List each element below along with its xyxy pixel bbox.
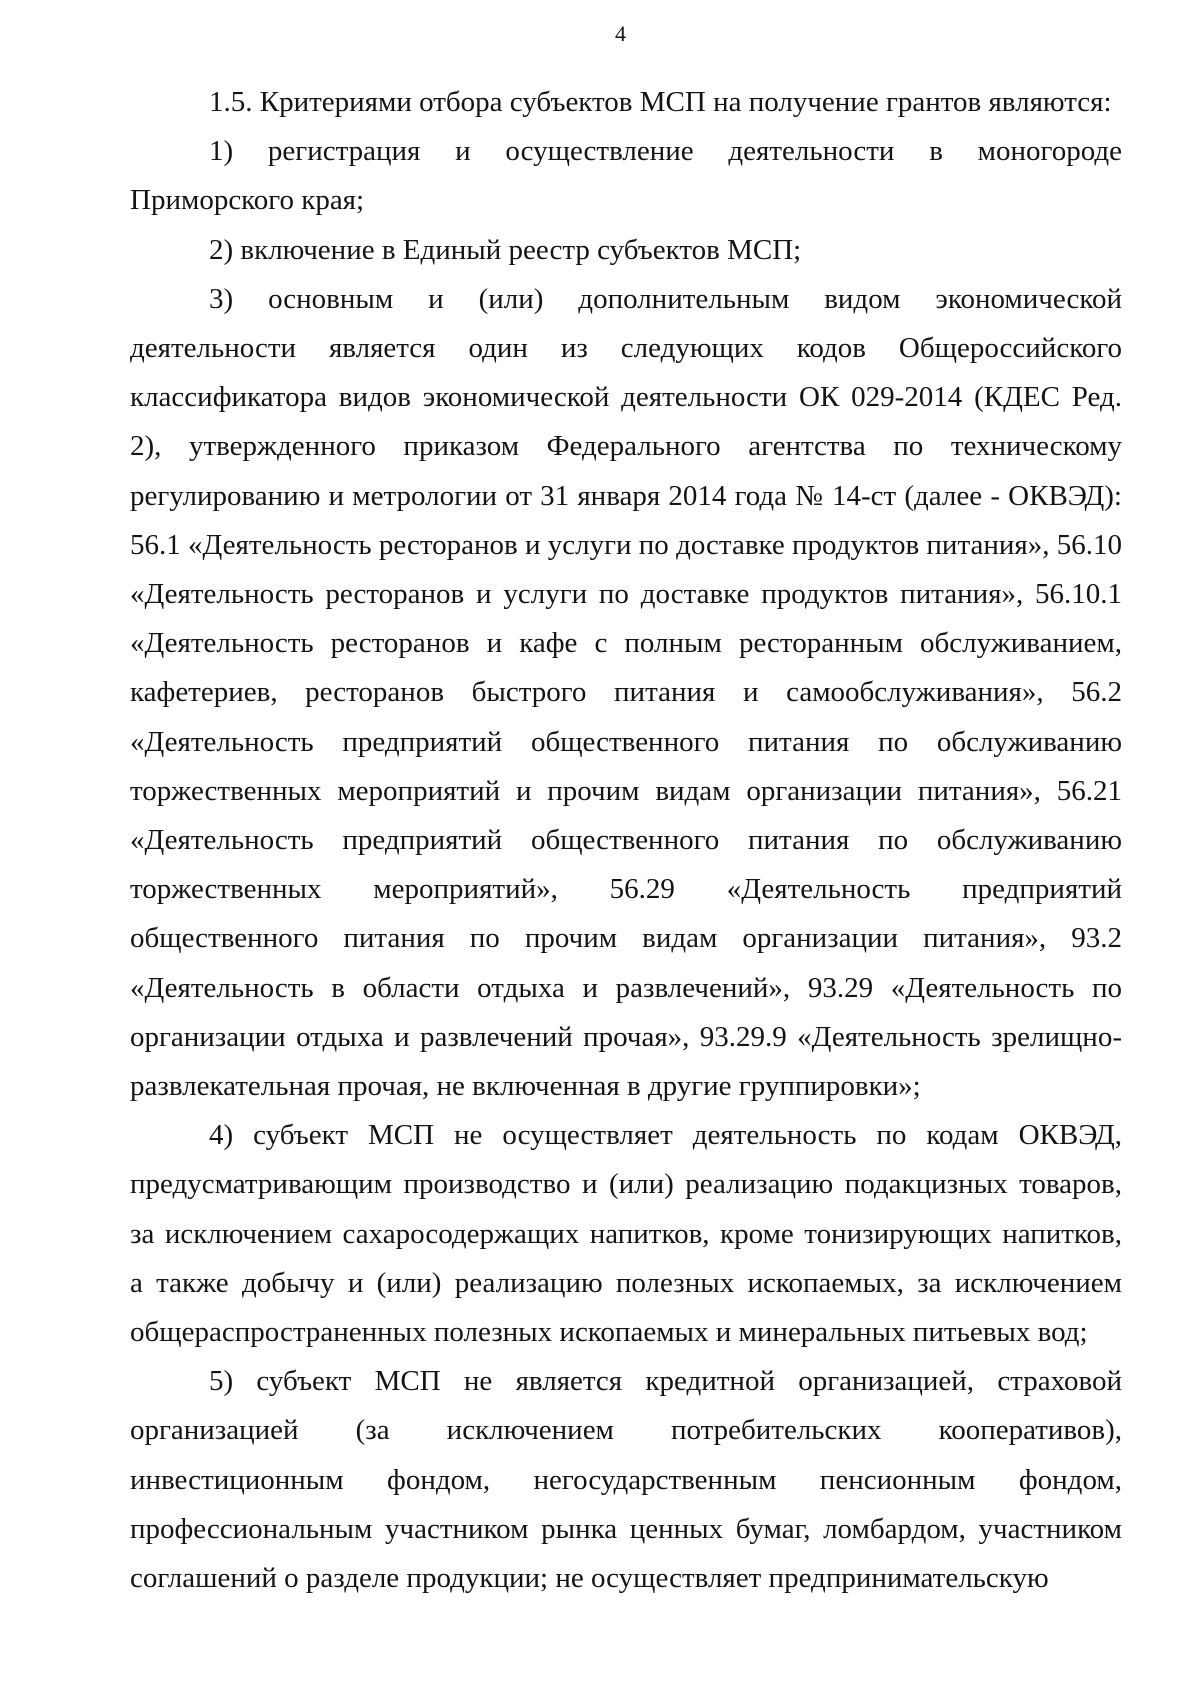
page-number: 4 xyxy=(615,21,626,46)
document-body xyxy=(130,78,1122,1603)
paragraph-criterion-3: 3) основным и (или) дополнительным видом экономической деятельности является один из следующих кодов Общероссийского классификатора видов экономической деятельности ОК 029-2014 (КДЕС Ред. 2), утвержденного приказом Федерального агентства по техническому регулированию и метрологии от 31 января 2014 года № 14-ст (далее - ОКВЭД): 56.1 «Деятельность ресторанов и услуги по доставке продуктов питания», 56.10 «Деятельность ресторанов и услуги по доставке продуктов питания», 56.10.1 «Деятельность ресторанов и кафе с полным ресторанным обслуживанием, кафетериев, ресторанов быстрого питания и самообслуживания», 56.2 «Деятельность предприятий общественного питания по обслуживанию торжественных мероприятий и прочим видам организации питания», 56.21 «Деятельность предприятий общественного питания по обслуживанию торжественных мероприятий», 56.29 «Деятельность предприятий общественного питания по прочим видам организации питания», 93.2 «Деятельность в области отдыха и развлечений», 93.29 «Деятельность по организации отдыха и развлечений прочая», 93.29.9 «Деятельность зрелищно-развлекательная прочая, не включенная в другие группировки»; xyxy=(130,282,1122,1103)
paragraph-criterion-5: 5) субъект МСП не является кредитной организацией, страховой организацией (за исключением потребительских кооперативов), инвестиционным фондом, негосударственным пенсионным фондом, профессиональным участником рынка ценных бумаг, ломбардом, участником соглашений о разделе продукции; не осуществляет предпринимательскую xyxy=(130,1365,1122,1595)
paragraph-criterion-2: 2) включение в Единый реестр субъектов МСП; xyxy=(209,233,802,266)
paragraph-criterion-1: 1) регистрация и осуществление деятельности в моногороде Приморского края; xyxy=(130,135,1122,217)
paragraph-1-5-criteria: 1.5. Критериями отбора субъектов МСП на получение грантов являются: xyxy=(209,86,1112,118)
paragraph-criterion-4: 4) субъект МСП не осуществляет деятельность по кодам ОКВЭД, предусматривающим производство и (или) реализацию подакцизных товаров, за исключением сахаросодержащих напитков, кроме тонизирующих напитков, а также добычу и (или) реализацию полезных ископаемых, за исключением общераспространенных полезных ископаемых и минеральных питьевых вод; xyxy=(130,1119,1122,1349)
